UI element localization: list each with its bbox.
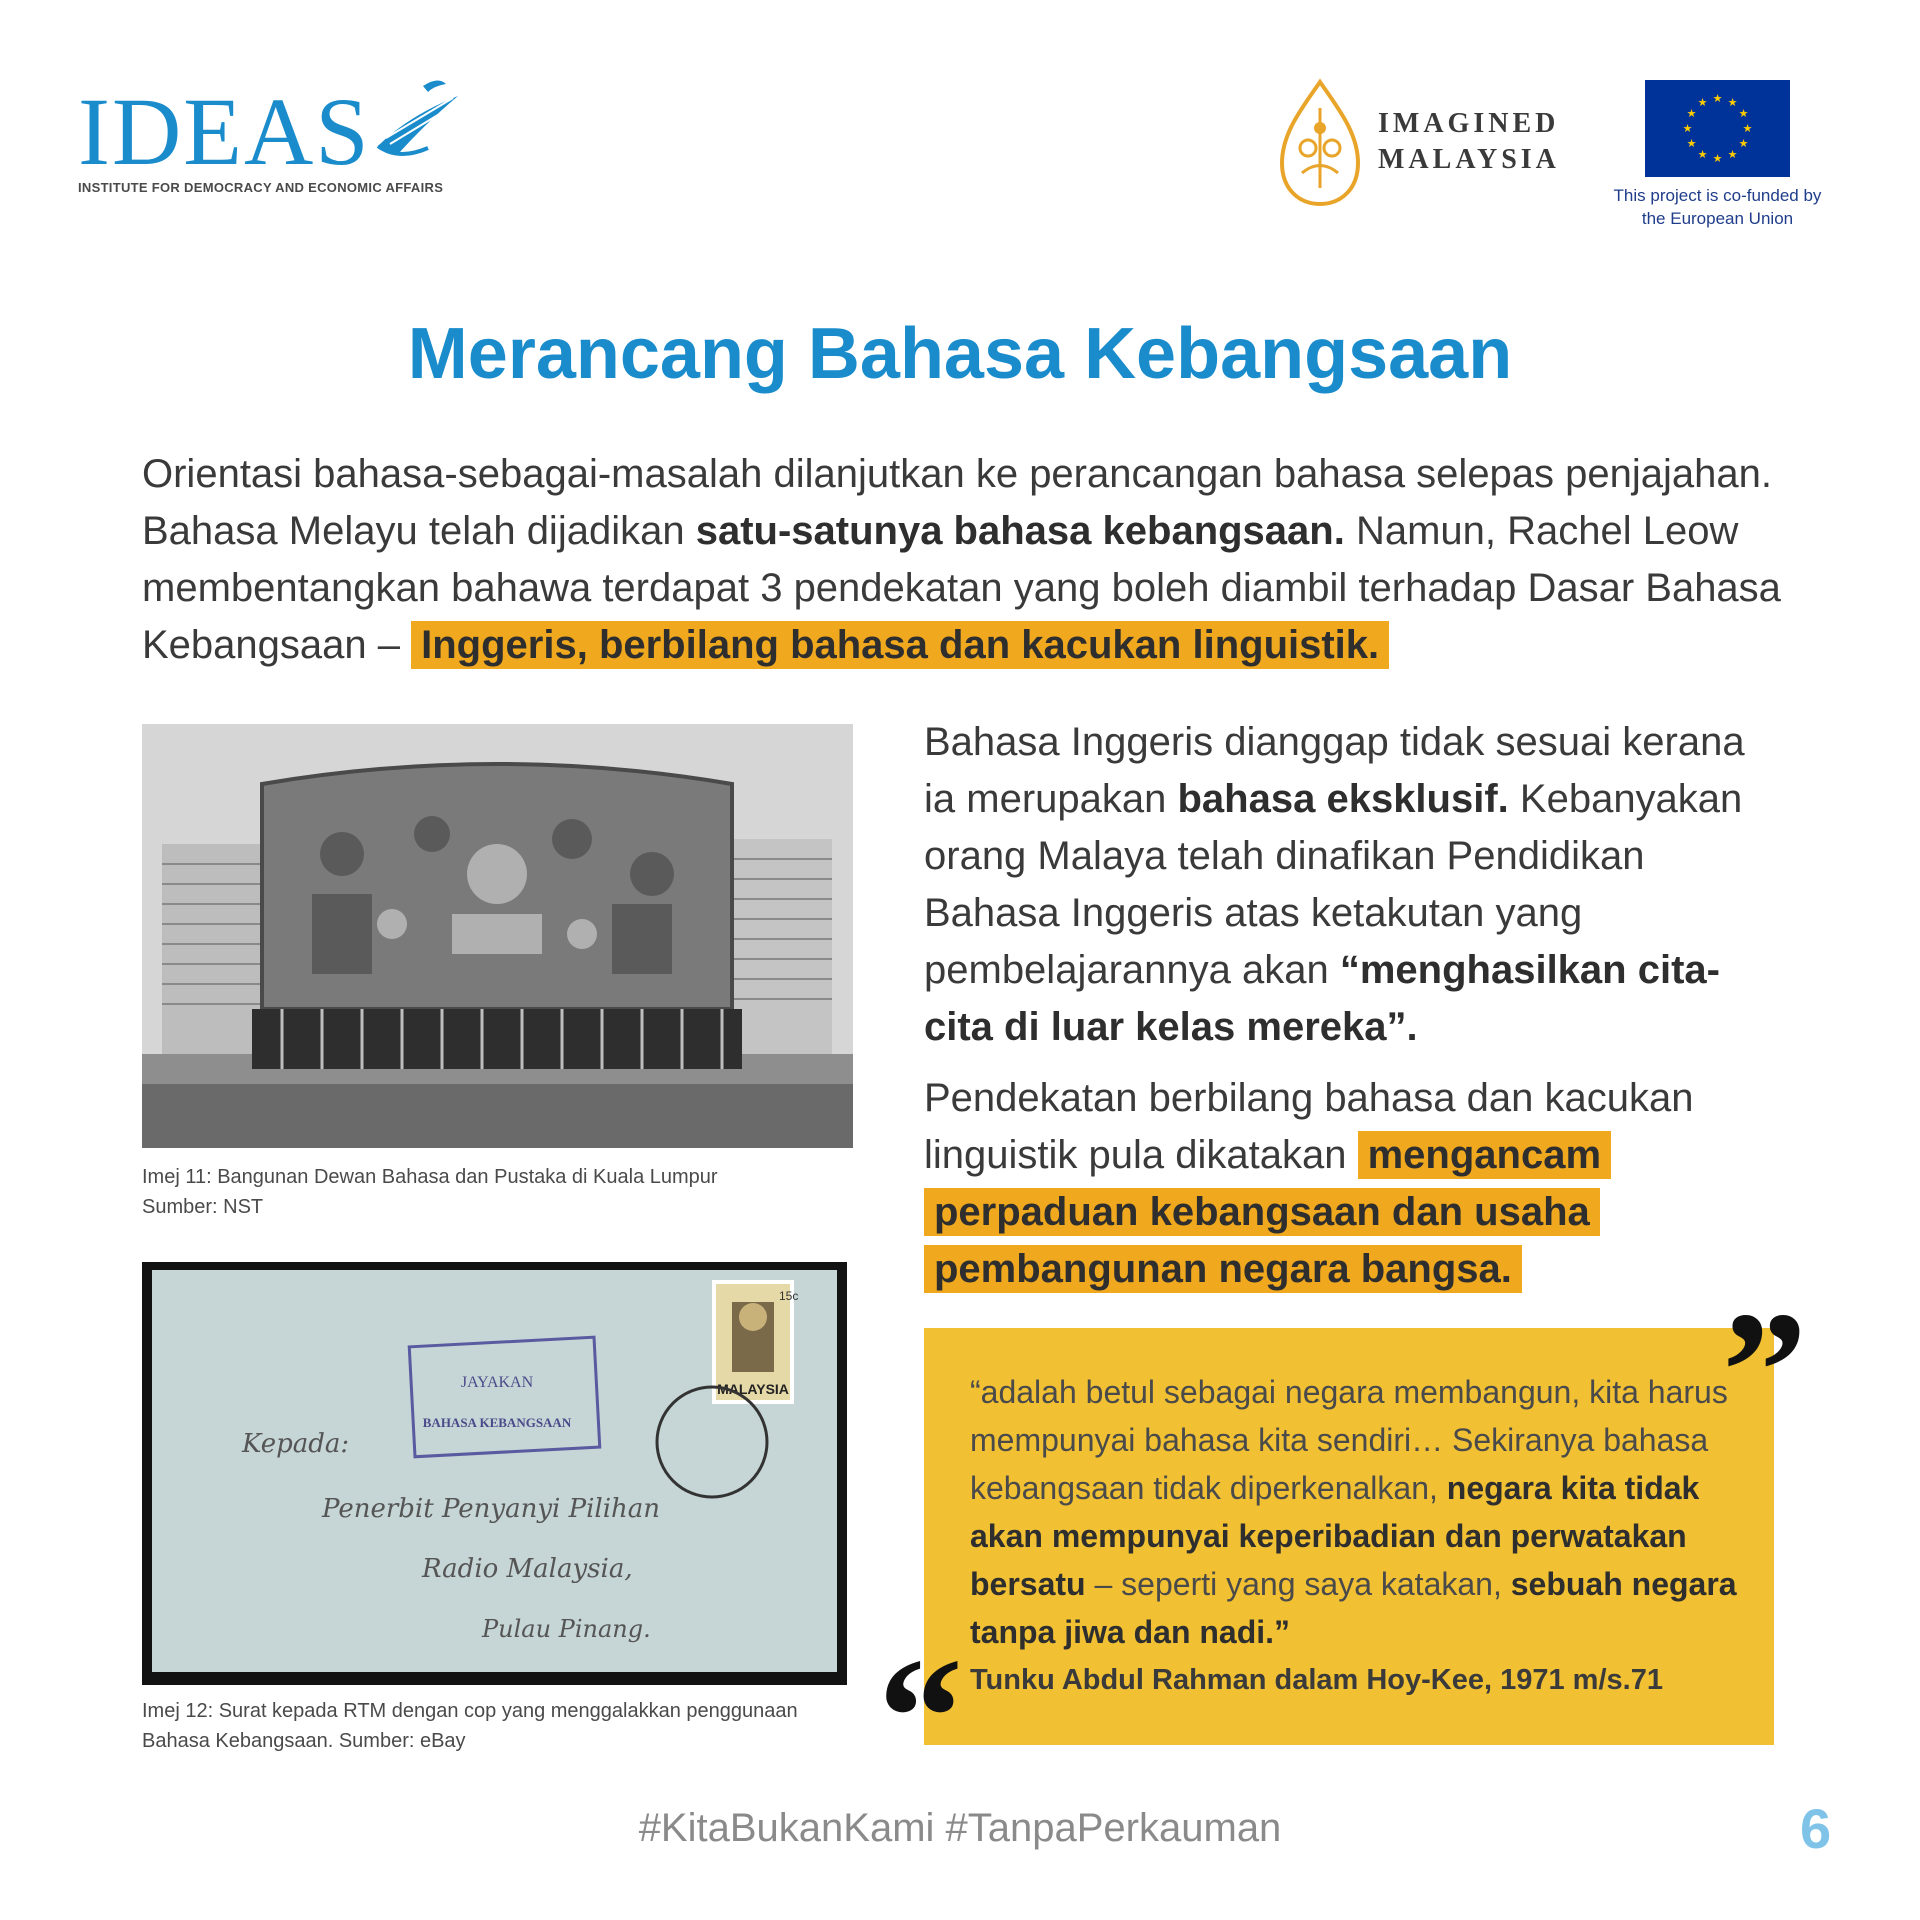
- right-p2-text-a: Pendekatan berbilang bahasa dan kacukan linguistik pula dikatakan: [924, 1076, 1694, 1177]
- stamp-value: 15c: [779, 1289, 799, 1303]
- caption-2-line1: Imej 12: Surat kepada RTM dengan cop yang menggalakkan penggunaan: [142, 1700, 798, 1722]
- stamp-box-line1: JAYAKAN: [460, 1374, 534, 1391]
- quote-text: [970, 1368, 1750, 1656]
- stamp-box-line2: BAHASA KEBANGSAAN: [422, 1415, 572, 1430]
- eu-caption-line1: This project is co-funded by: [1613, 186, 1822, 205]
- right-p1-text-a: Bahasa Inggeris dianggap tidak sesuai kerana ia merupakan: [924, 720, 1745, 821]
- svg-text:★: ★: [1727, 148, 1738, 161]
- svg-text:★: ★: [1686, 137, 1697, 150]
- closing-quote-mark: ”: [1722, 1277, 1807, 1465]
- quote-text-2: – seperti yang saya katakan,: [1085, 1566, 1511, 1602]
- english-paragraph: [924, 714, 1784, 1056]
- svg-text:★: ★: [1686, 107, 1697, 120]
- envelope-photo: [142, 1262, 847, 1685]
- svg-text:★: ★: [1712, 152, 1723, 165]
- page-number: 6: [1800, 1797, 1832, 1860]
- multilingual-paragraph: [924, 1070, 1784, 1298]
- stamp-country: MALAYSIA: [717, 1381, 789, 1397]
- svg-text:★: ★: [1682, 122, 1693, 135]
- right-p2-highlight: mengancam perpaduan kebangsaan dan usaha pembangunan negara bangsa.: [924, 1131, 1611, 1293]
- eu-caption-line2: the European Union: [1641, 209, 1794, 228]
- opening-quote-mark: “: [878, 1623, 963, 1811]
- handwriting-line3: Radio Malaysia,: [422, 1554, 633, 1584]
- right-p1-bold-d: “menghasilkan cita-cita di luar kelas mereka”.: [924, 948, 1720, 1049]
- intro-highlight: Inggeris, berbilang bahasa dan kacukan linguistik.: [411, 621, 1389, 669]
- intro-text-1: Orientasi bahasa-sebagai-masalah dilanjutkan ke perancangan bahasa selepas penjajahan. Bahasa Melayu telah dijadikan: [142, 452, 1773, 553]
- intro-text-2: Namun, Rachel Leow membentangkan bahawa terdapat 3 pendekatan yang boleh diambil terhadap Dasar Bahasa Kebangsaan –: [142, 509, 1781, 667]
- caption-1-line2: Sumber: NST: [142, 1196, 264, 1218]
- ideas-full-name: INSTITUTE FOR DEMOCRACY AND ECONOMIC AFFAIRS: [78, 180, 444, 195]
- right-p1-text-c: Kebanyakan orang Malaya telah dinafikan Pendidikan Bahasa Inggeris atas ketakutan yang pembelajarannya akan: [924, 777, 1743, 992]
- footer-hashtags: #KitaBukanKami #TanpaPerkauman: [638, 1806, 1282, 1850]
- svg-text:★: ★: [1727, 96, 1738, 109]
- eu-flag-icon: [1645, 80, 1790, 177]
- caption-1-line1: Imej 11: Bangunan Dewan Bahasa dan Pustaka di Kuala Lumpur: [142, 1166, 718, 1188]
- svg-text:★: ★: [1697, 148, 1708, 161]
- handwriting-line2: Penerbit Penyanyi Pilihan: [322, 1494, 661, 1524]
- svg-text:★: ★: [1712, 92, 1723, 105]
- caption-2-line2: Bahasa Kebangsaan. Sumber: eBay: [142, 1730, 466, 1752]
- page-title: Merancang Bahasa Kebangsaan: [407, 314, 1513, 394]
- handwriting-line4: Pulau Pinang.: [482, 1615, 651, 1643]
- svg-text:★: ★: [1738, 137, 1749, 150]
- dewan-bahasa-building-photo: [142, 724, 853, 1148]
- imagined-malaysia-text: [1378, 106, 1560, 178]
- stylized-bird-icon: [368, 76, 468, 166]
- eu-caption: [1580, 184, 1855, 230]
- ideas-wordmark: IDEAS: [78, 78, 371, 185]
- image-caption-2: [142, 1696, 862, 1756]
- quote-text-1: “adalah betul sebagai negara membangun, kita harus mempunyai bahasa kita sendiri… Sekiranya bahasa kebangsaan tidak diperkenalkan,: [970, 1374, 1728, 1506]
- imagined-line2: MALAYSIA: [1378, 144, 1560, 175]
- gunungan-emblem-icon: [1278, 78, 1362, 208]
- quote-bold-1: negara kita tidak akan mempunyai keperibadian dan perwatakan bersatu: [970, 1470, 1700, 1602]
- imagined-line1: IMAGINED: [1378, 108, 1560, 139]
- quote-bold-2: sebuah negara tanpa jiwa dan nadi.”: [970, 1566, 1737, 1650]
- svg-text:★: ★: [1697, 96, 1708, 109]
- intro-paragraph: [142, 446, 1802, 674]
- intro-bold-1: satu-satunya bahasa kebangsaan.: [695, 509, 1345, 553]
- svg-text:★: ★: [1738, 107, 1749, 120]
- quote-attribution: Tunku Abdul Rahman dalam Hoy-Kee, 1971 m/s.71: [970, 1664, 1663, 1696]
- image-caption-1: [142, 1162, 862, 1222]
- handwriting-line1: Kepada:: [242, 1429, 350, 1459]
- svg-text:★: ★: [1742, 122, 1753, 135]
- right-p1-bold-b: bahasa eksklusif.: [1177, 777, 1509, 821]
